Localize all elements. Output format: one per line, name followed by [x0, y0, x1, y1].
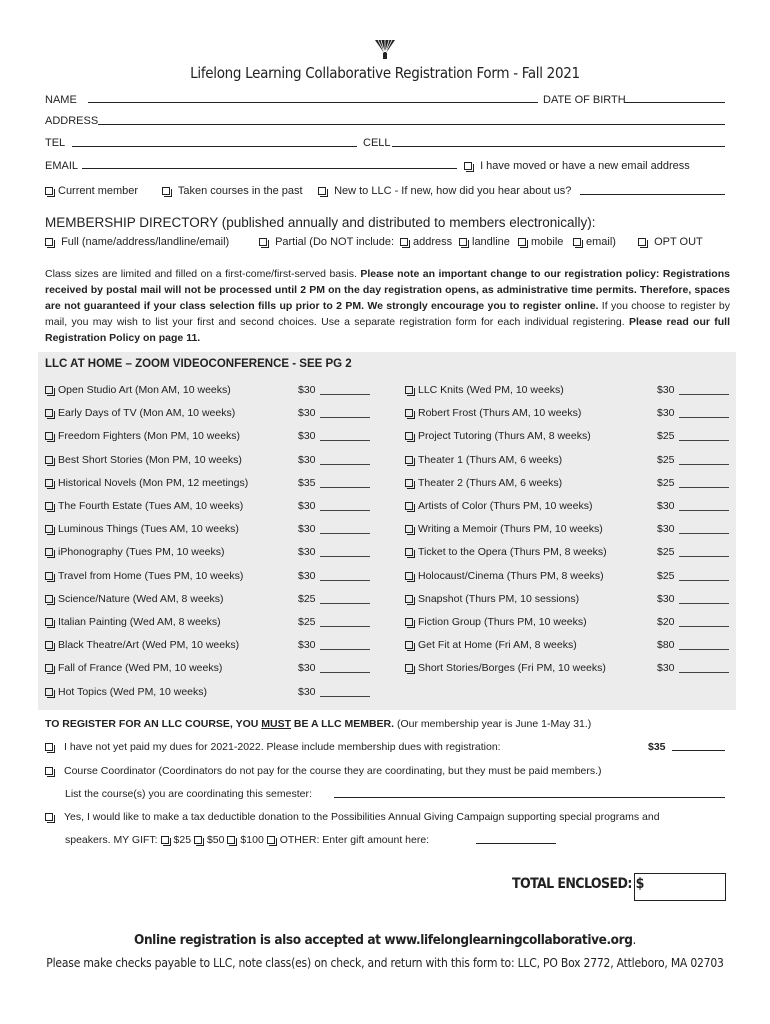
- course-price-value: $30: [298, 523, 316, 535]
- checkbox-icon: [405, 479, 413, 487]
- directory-partial-checkbox[interactable]: [259, 236, 394, 248]
- course-amount-field[interactable]: [679, 672, 729, 673]
- course-price: [657, 500, 729, 512]
- form-title: Lifelong Learning Collaborative Registration Form - Fall 2021: [190, 64, 580, 82]
- course-name: Short Stories/Borges (Fri PM, 10 weeks): [418, 662, 606, 674]
- course-amount-field[interactable]: [679, 417, 729, 418]
- course-checkbox[interactable]: [45, 407, 235, 419]
- checkbox-icon: [518, 238, 526, 246]
- course-checkbox[interactable]: [45, 430, 240, 442]
- register-heading: [45, 718, 591, 730]
- checkbox-icon: [405, 595, 413, 603]
- course-price: [298, 616, 370, 628]
- email-field[interactable]: [82, 168, 457, 169]
- course-price-value: $20: [657, 616, 675, 628]
- checkbox-icon: [464, 162, 472, 170]
- course-amount-field[interactable]: [320, 394, 370, 395]
- dues-label: I have not yet paid my dues for 2021-2022. Please include membership dues with registration:: [64, 741, 501, 753]
- course-checkbox[interactable]: [45, 523, 239, 535]
- course-amount-field[interactable]: [679, 464, 729, 465]
- gift-100-checkbox[interactable]: [227, 834, 263, 846]
- course-price: [657, 523, 729, 535]
- checkbox-icon: [194, 836, 202, 844]
- course-amount-field[interactable]: [679, 533, 729, 534]
- course-price-value: $30: [298, 686, 316, 698]
- checkbox-icon: [318, 187, 326, 195]
- course-price: [657, 430, 729, 442]
- checkbox-icon: [267, 836, 275, 844]
- course-price-value: $30: [657, 662, 675, 674]
- course-price: [298, 639, 370, 651]
- course-checkbox[interactable]: [45, 477, 248, 489]
- course-price-value: $35: [298, 477, 316, 489]
- course-checkbox[interactable]: [405, 616, 587, 628]
- course-price-value: $30: [298, 639, 316, 651]
- course-name: Freedom Fighters (Mon PM, 10 weeks): [58, 430, 241, 442]
- course-price-value: $25: [657, 477, 675, 489]
- coordinator-checkbox[interactable]: [45, 765, 602, 777]
- course-amount-field[interactable]: [679, 487, 729, 488]
- course-amount-field[interactable]: [679, 394, 729, 395]
- checkbox-icon: [45, 502, 53, 510]
- course-amount-field[interactable]: [679, 580, 729, 581]
- new-to-llc-label: New to LLC - If new, how did you hear about us?: [334, 185, 572, 197]
- tel-field[interactable]: [72, 146, 357, 147]
- course-name: Historical Novels (Mon PM, 12 meetings): [58, 477, 249, 489]
- checkbox-icon: [573, 238, 581, 246]
- how-heard-field[interactable]: [580, 194, 725, 195]
- dues-amount-field[interactable]: [672, 750, 725, 751]
- checkbox-icon: [162, 187, 170, 195]
- checkbox-icon: [405, 502, 413, 510]
- course-checkbox[interactable]: [45, 454, 242, 466]
- course-name: The Fourth Estate (Tues AM, 10 weeks): [58, 500, 244, 512]
- exclude-landline-label: landline: [472, 236, 510, 248]
- course-price: [298, 454, 370, 466]
- policy-text-3: We strongly encourage you to register online.: [367, 300, 599, 312]
- checkbox-icon: [638, 238, 646, 246]
- course-price-value: $80: [657, 639, 675, 651]
- course-checkbox[interactable]: [405, 639, 577, 651]
- checkbox-icon: [45, 187, 53, 195]
- checkbox-icon: [405, 664, 413, 672]
- course-price: [298, 593, 370, 605]
- course-checkbox[interactable]: [405, 454, 562, 466]
- tel-label: TEL: [45, 137, 66, 149]
- dues-amount: $35: [648, 741, 666, 753]
- gift-other-label: OTHER: Enter gift amount here:: [279, 834, 430, 846]
- course-price-value: $25: [657, 430, 675, 442]
- course-checkbox[interactable]: [405, 593, 579, 605]
- checkbox-icon: [161, 836, 169, 844]
- course-name: Hot Topics (Wed PM, 10 weeks): [58, 686, 207, 698]
- course-price: [298, 662, 370, 674]
- course-name: Theater 2 (Thurs AM, 6 weeks): [418, 477, 563, 489]
- course-price: [657, 546, 729, 558]
- register-heading-must: MUST: [261, 718, 291, 730]
- course-price: [657, 384, 729, 396]
- register-heading-b: BE A LLC MEMBER.: [291, 718, 395, 730]
- total-currency: $: [635, 876, 644, 892]
- course-price-value: $25: [657, 546, 675, 558]
- gift-amount-field[interactable]: [476, 843, 556, 844]
- course-name: Theater 1 (Thurs AM, 6 weeks): [418, 454, 563, 466]
- shell-logo-icon: [373, 38, 397, 60]
- course-amount-field[interactable]: [679, 440, 729, 441]
- register-heading-a: TO REGISTER FOR AN LLC COURSE, YOU: [45, 718, 262, 730]
- checkbox-icon: [405, 572, 413, 580]
- course-price-value: $30: [298, 500, 316, 512]
- course-price-value: $30: [298, 430, 316, 442]
- checkbox-icon: [45, 688, 53, 696]
- email-label: EMAIL: [45, 160, 79, 172]
- course-name: Artists of Color (Thurs PM, 10 weeks): [418, 500, 593, 512]
- gift-25-checkbox[interactable]: [161, 834, 192, 846]
- gift-label: speakers. MY GIFT:: [65, 834, 158, 846]
- course-price-value: $30: [657, 384, 675, 396]
- registration-policy: [45, 266, 730, 346]
- course-amount-field[interactable]: [320, 603, 370, 604]
- exclude-landline-checkbox[interactable]: [459, 236, 510, 248]
- course-price: [657, 570, 729, 582]
- course-checkbox[interactable]: [45, 500, 243, 512]
- course-checkbox[interactable]: [405, 523, 603, 535]
- course-price: [298, 384, 370, 396]
- checkbox-icon: [227, 836, 235, 844]
- gift-100-label: $100: [240, 834, 264, 846]
- course-name: Early Days of TV (Mon AM, 10 weeks): [58, 407, 236, 419]
- course-price: [298, 430, 370, 442]
- course-amount-field[interactable]: [320, 556, 370, 557]
- checkbox-icon: [405, 618, 413, 626]
- course-checkbox[interactable]: [405, 500, 592, 512]
- exclude-address-label: address: [413, 236, 453, 248]
- checkbox-icon: [45, 641, 53, 649]
- exclude-email-label: email): [586, 236, 616, 248]
- checkbox-icon: [45, 409, 53, 417]
- checkbox-icon: [45, 767, 53, 775]
- current-member-checkbox[interactable]: [45, 185, 138, 197]
- checkbox-icon: [405, 641, 413, 649]
- course-price: [657, 639, 729, 651]
- total-amount-field[interactable]: [634, 873, 726, 901]
- checkbox-icon: [405, 548, 413, 556]
- course-checkbox[interactable]: [45, 546, 225, 558]
- current-member-label: Current member: [58, 185, 139, 197]
- directory-title: MEMBERSHIP DIRECTORY (published annually and distributed to members electronically):: [45, 215, 596, 230]
- course-price: [298, 523, 370, 535]
- course-amount-field[interactable]: [320, 672, 370, 673]
- online-registration-text: Online registration is also accepted at www.lifelonglearningcollaborative.org: [134, 932, 633, 948]
- dob-label: DATE OF BIRTH: [543, 94, 626, 106]
- checkbox-icon: [405, 456, 413, 464]
- gift-50-label: $50: [206, 834, 225, 846]
- course-checkbox[interactable]: [405, 546, 607, 558]
- taken-courses-checkbox[interactable]: [162, 185, 303, 197]
- checkbox-icon: [45, 618, 53, 626]
- course-checkbox[interactable]: [45, 384, 231, 396]
- name-field[interactable]: [88, 102, 538, 103]
- donation-label: Yes, I would like to make a tax deductible donation to the Possibilities Annual Giving Campaign supporting special programs and: [64, 811, 660, 823]
- new-to-llc-checkbox[interactable]: [318, 185, 571, 197]
- course-checkbox[interactable]: [405, 384, 564, 396]
- checkbox-icon: [45, 386, 53, 394]
- course-name: Travel from Home (Tues PM, 10 weeks): [58, 570, 244, 582]
- course-amount-field[interactable]: [679, 510, 729, 511]
- course-amount-field[interactable]: [320, 464, 370, 465]
- course-price-value: $30: [657, 523, 675, 535]
- checkbox-icon: [45, 595, 53, 603]
- checkbox-icon: [45, 743, 53, 751]
- course-amount-field[interactable]: [320, 487, 370, 488]
- course-name: iPhonography (Tues PM, 10 weeks): [58, 546, 225, 558]
- course-amount-field[interactable]: [320, 696, 370, 697]
- checkbox-icon: [45, 664, 53, 672]
- course-name: Snapshot (Thurs PM, 10 sessions): [418, 593, 580, 605]
- courses-header: LLC AT HOME – ZOOM VIDEOCONFERENCE - SEE PG 2: [45, 358, 352, 370]
- checkbox-icon: [45, 456, 53, 464]
- course-amount-field[interactable]: [320, 440, 370, 441]
- policy-text-2: Please note an important change to our registration policy: Registrations received by postal mail will not be processed until 2 PM on the day registration opens, as administrative time permits. Therefore, spaces are not guaranteed if your class selection fills up prior to 2 PM.: [45, 268, 730, 312]
- course-price: [298, 407, 370, 419]
- course-amount-field[interactable]: [320, 580, 370, 581]
- dues-checkbox[interactable]: [45, 741, 501, 753]
- course-price-value: $30: [298, 546, 316, 558]
- course-amount-field[interactable]: [320, 510, 370, 511]
- coordinator-list-label: List the course(s) you are coordinating this semester:: [65, 788, 312, 800]
- checkbox-icon: [45, 525, 53, 533]
- course-name: Fall of France (Wed PM, 10 weeks): [58, 662, 223, 674]
- checkbox-icon: [400, 238, 408, 246]
- total-label: TOTAL ENCLOSED:: [512, 876, 632, 892]
- course-name: Fiction Group (Thurs PM, 10 weeks): [418, 616, 587, 628]
- checkbox-icon: [405, 409, 413, 417]
- course-checkbox[interactable]: [405, 407, 581, 419]
- course-name: Robert Frost (Thurs AM, 10 weeks): [418, 407, 582, 419]
- course-name: Best Short Stories (Mon PM, 10 weeks): [58, 454, 242, 466]
- moved-label: I have moved or have a new email address: [480, 160, 690, 172]
- course-price: [298, 686, 370, 698]
- course-checkbox[interactable]: [45, 616, 221, 628]
- exclude-mobile-label: mobile: [531, 236, 564, 248]
- course-price: [298, 570, 370, 582]
- gift-row: [65, 834, 429, 846]
- course-checkbox[interactable]: [45, 570, 243, 582]
- course-name: Project Tutoring (Thurs AM, 8 weeks): [418, 430, 591, 442]
- course-name: Black Theatre/Art (Wed PM, 10 weeks): [58, 639, 240, 651]
- course-price-value: $30: [657, 500, 675, 512]
- register-heading-note: (Our membership year is June 1-May 31.): [396, 718, 592, 730]
- course-name: Italian Painting (Wed AM, 8 weeks): [58, 616, 221, 628]
- course-price: [657, 477, 729, 489]
- course-price: [657, 407, 729, 419]
- course-checkbox[interactable]: [45, 686, 207, 698]
- moved-checkbox[interactable]: [464, 160, 690, 172]
- course-price-value: $25: [657, 454, 675, 466]
- checkbox-icon: [405, 386, 413, 394]
- exclude-mobile-checkbox[interactable]: [518, 236, 563, 248]
- course-price: [298, 477, 370, 489]
- course-price: [657, 662, 729, 674]
- policy-text-4: If you choose to register by mail, you may wish to list your first and second choices. Use a separate registration form for each individual registering.: [45, 300, 730, 328]
- cell-field[interactable]: [392, 146, 725, 147]
- checkbox-icon: [405, 432, 413, 440]
- course-name: Science/Nature (Wed AM, 8 weeks): [58, 593, 224, 605]
- course-amount-field[interactable]: [679, 626, 729, 627]
- course-price-value: $30: [298, 570, 316, 582]
- course-price-value: $30: [657, 593, 675, 605]
- policy-text-5: Please read our full Registration Policy on page 11.: [45, 316, 731, 344]
- course-checkbox[interactable]: [45, 639, 239, 651]
- course-checkbox[interactable]: [45, 662, 222, 674]
- course-name: Writing a Memoir (Thurs PM, 10 weeks): [418, 523, 603, 535]
- course-price-value: $30: [298, 407, 316, 419]
- checkbox-icon: [405, 525, 413, 533]
- checkbox-icon: [45, 432, 53, 440]
- course-price: [298, 500, 370, 512]
- course-name: Get Fit at Home (Fri AM, 8 weeks): [418, 639, 577, 651]
- checkbox-icon: [45, 572, 53, 580]
- course-name: Luminous Things (Tues AM, 10 weeks): [58, 523, 239, 535]
- directory-full-label: Full (name/address/landline/email): [61, 236, 230, 248]
- course-checkbox[interactable]: [405, 430, 591, 442]
- course-price-value: $30: [298, 454, 316, 466]
- coordinator-label: Course Coordinator (Coordinators do not pay for the course they are coordinating, but they must be paid members.): [64, 765, 602, 777]
- course-checkbox[interactable]: [405, 662, 606, 674]
- gift-25-label: $25: [173, 834, 192, 846]
- course-price-value: $25: [298, 616, 316, 628]
- course-price-value: $30: [298, 662, 316, 674]
- course-checkbox[interactable]: [405, 570, 604, 582]
- address-label: ADDRESS: [45, 115, 99, 127]
- policy-text-1: Class sizes are limited and filled on a first-come/first-served basis.: [45, 268, 357, 280]
- course-amount-field[interactable]: [679, 649, 729, 650]
- checkbox-icon: [45, 548, 53, 556]
- course-name: Ticket to the Opera (Thurs PM, 8 weeks): [418, 546, 607, 558]
- checkbox-icon: [45, 479, 53, 487]
- taken-courses-label: Taken courses in the past: [177, 185, 303, 197]
- course-price-value: $30: [657, 407, 675, 419]
- course-price-value: $25: [298, 593, 316, 605]
- course-name: Open Studio Art (Mon AM, 10 weeks): [58, 384, 231, 396]
- course-price: [657, 454, 729, 466]
- opt-out-checkbox[interactable]: [638, 236, 703, 248]
- directory-full-checkbox[interactable]: [45, 236, 229, 248]
- donation-checkbox[interactable]: [45, 811, 660, 823]
- course-name: LLC Knits (Wed PM, 10 weeks): [418, 384, 564, 396]
- cell-label: CELL: [363, 137, 391, 149]
- address-field[interactable]: [98, 124, 725, 125]
- total-enclosed: [512, 876, 644, 892]
- dob-field[interactable]: [624, 102, 725, 103]
- course-amount-field[interactable]: [320, 533, 370, 534]
- course-price-value: $30: [298, 384, 316, 396]
- name-label: NAME: [45, 94, 77, 106]
- opt-out-label: OPT OUT: [654, 236, 703, 248]
- online-registration-note: Online registration is also accepted at www.lifelonglearningcollaborative.org.: [134, 932, 636, 948]
- course-checkbox[interactable]: [45, 593, 224, 605]
- gift-other-checkbox[interactable]: [267, 834, 429, 846]
- course-name: Holocaust/Cinema (Thurs PM, 8 weeks): [418, 570, 604, 582]
- course-price-value: $25: [657, 570, 675, 582]
- coordinator-list-field[interactable]: [334, 797, 725, 798]
- exclude-address-checkbox[interactable]: [400, 236, 452, 248]
- checkbox-icon: [459, 238, 467, 246]
- course-checkbox[interactable]: [405, 477, 562, 489]
- checkbox-icon: [259, 238, 267, 246]
- exclude-email-checkbox[interactable]: [573, 236, 616, 248]
- course-price: [298, 546, 370, 558]
- course-amount-field[interactable]: [679, 603, 729, 604]
- directory-partial-label: Partial (Do NOT include:: [275, 236, 395, 248]
- mail-instructions: Please make checks payable to LLC, note class(es) on check, and return with this form to: LLC, PO Box 2772, Attleboro, MA 02703: [46, 956, 724, 970]
- checkbox-icon: [45, 813, 53, 821]
- course-amount-field[interactable]: [320, 626, 370, 627]
- course-amount-field[interactable]: [320, 417, 370, 418]
- course-price: [657, 616, 729, 628]
- course-amount-field[interactable]: [320, 649, 370, 650]
- checkbox-icon: [45, 238, 53, 246]
- course-price: [657, 593, 729, 605]
- gift-50-checkbox[interactable]: [194, 834, 225, 846]
- course-amount-field[interactable]: [679, 556, 729, 557]
